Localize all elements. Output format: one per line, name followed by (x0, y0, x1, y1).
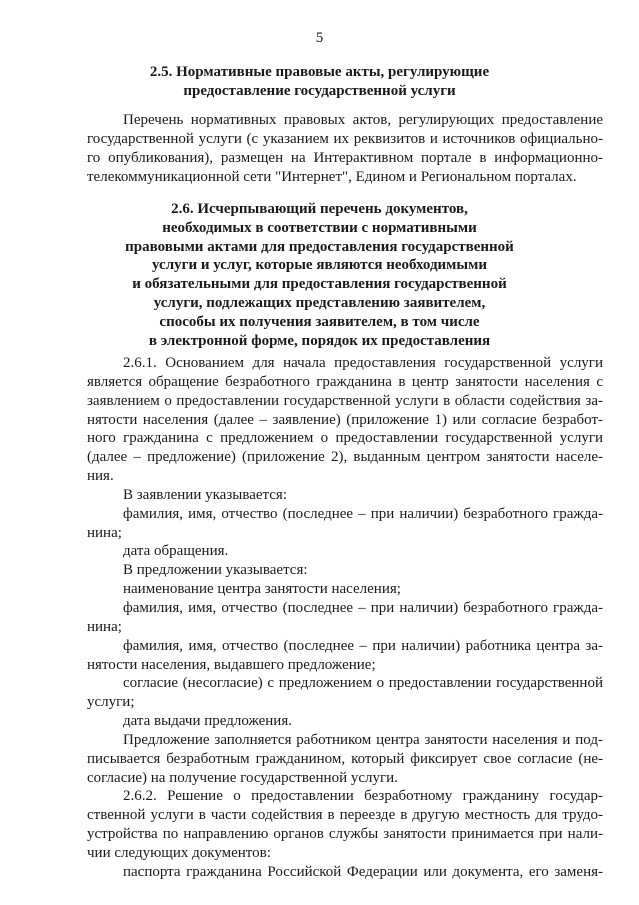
text-line: заявлением о предоставлении государственной услуги в области содействия за- (87, 392, 603, 409)
text-line: дата обращения. (123, 543, 229, 560)
text-line: является обращение безработного гражданина в центр занятости населения с (87, 373, 603, 390)
text-line: фамилия, имя, отчество (последнее – при наличии) безработного гражда- (123, 599, 603, 616)
section-2-6-body (87, 354, 603, 882)
heading-line: 2.6. Исчерпывающий перечень документов, (171, 201, 468, 217)
text-line: телекоммуникационной сети "Интернет", Едином и Региональном порталах. (87, 168, 577, 185)
text-line: нина; (87, 618, 122, 635)
text-line: государственной услуги (с указанием их реквизитов и источников официально- (87, 130, 603, 147)
heading-line: услуги, подлежащих представлению заявителем, (153, 294, 486, 311)
text-line: нятости населения (далее – заявление) (приложение 1) или согласие безработ- (87, 411, 603, 428)
text-line: наименование центра занятости населения; (123, 581, 401, 598)
text-line: дата выдачи предложения. (123, 713, 292, 730)
section-2-5-heading (0, 63, 639, 101)
heading-line: и обязательными для предоставления государственной (132, 276, 507, 293)
text-line: 2.6.2. Решение о предоставлении безработному гражданину государ- (123, 788, 603, 805)
heading-line: 2.5. Нормативные правовые акты, регулирующие (149, 64, 490, 80)
heading-line: услуги и услуг, которые являются необходимыми (152, 257, 487, 274)
text-line: нятости населения, выдавшего предложение; (87, 656, 376, 673)
heading-line: способы их получения заявителем, в том числе (159, 313, 480, 330)
text-line: В предложении указывается: (123, 562, 308, 579)
text-line: фамилия, имя, отчество (последнее – при наличии) безработного гражда- (123, 505, 603, 522)
text-line: согласие) на получение государственной услуги. (87, 769, 398, 786)
heading-line: предоставление государственной услуги (183, 82, 456, 99)
text-line: устройства по направлению органов службы занятости принимается при нали- (87, 826, 603, 843)
text-line: писывается безработным гражданином, который фиксирует свое согласие (не- (87, 750, 603, 767)
text-line: го опубликования), размещен на Интерактивном портале в информационно- (87, 149, 603, 166)
heading-line: в электронной форме, порядок их предоставления (148, 332, 491, 349)
text-line: (далее – предложение) (приложение 2), выданным центром занятости населе- (87, 449, 603, 466)
text-line: нина; (87, 524, 122, 541)
text-line: Перечень нормативных правовых актов, регулирующих предоставление (123, 112, 603, 128)
text-line: услуги; (87, 694, 135, 711)
heading-line: необходимых в соответствии с нормативными (162, 219, 477, 236)
heading-line: правовыми актами для предоставления государственной (125, 238, 514, 255)
section-2-6-heading (0, 200, 639, 350)
text-line: фамилия, имя, отчество (последнее – при наличии) работника центра за- (123, 637, 603, 654)
text-line: чии следующих документов: (87, 844, 271, 861)
text-line: Предложение заполняется работником центра занятости населения и под- (123, 731, 603, 748)
text-line: ственной услуги в части содействия в переезде в другую местность для трудо- (87, 807, 603, 824)
text-line: паспорта гражданина Российской Федерации или документа, его заменя- (123, 863, 603, 880)
text-line: 2.6.1. Основанием для начала предоставления государственной услуги (123, 355, 603, 371)
section-2-5-paragraph (87, 111, 603, 186)
text-line: В заявлении указывается: (123, 486, 287, 503)
text-line: ния. (87, 468, 114, 485)
text-line: ного гражданина с предложением о предоставлении государственной услуги (87, 430, 603, 447)
text-line: согласие (несогласие) с предложением о предоставлении государственной (123, 675, 603, 692)
page-number: 5 (315, 30, 324, 46)
